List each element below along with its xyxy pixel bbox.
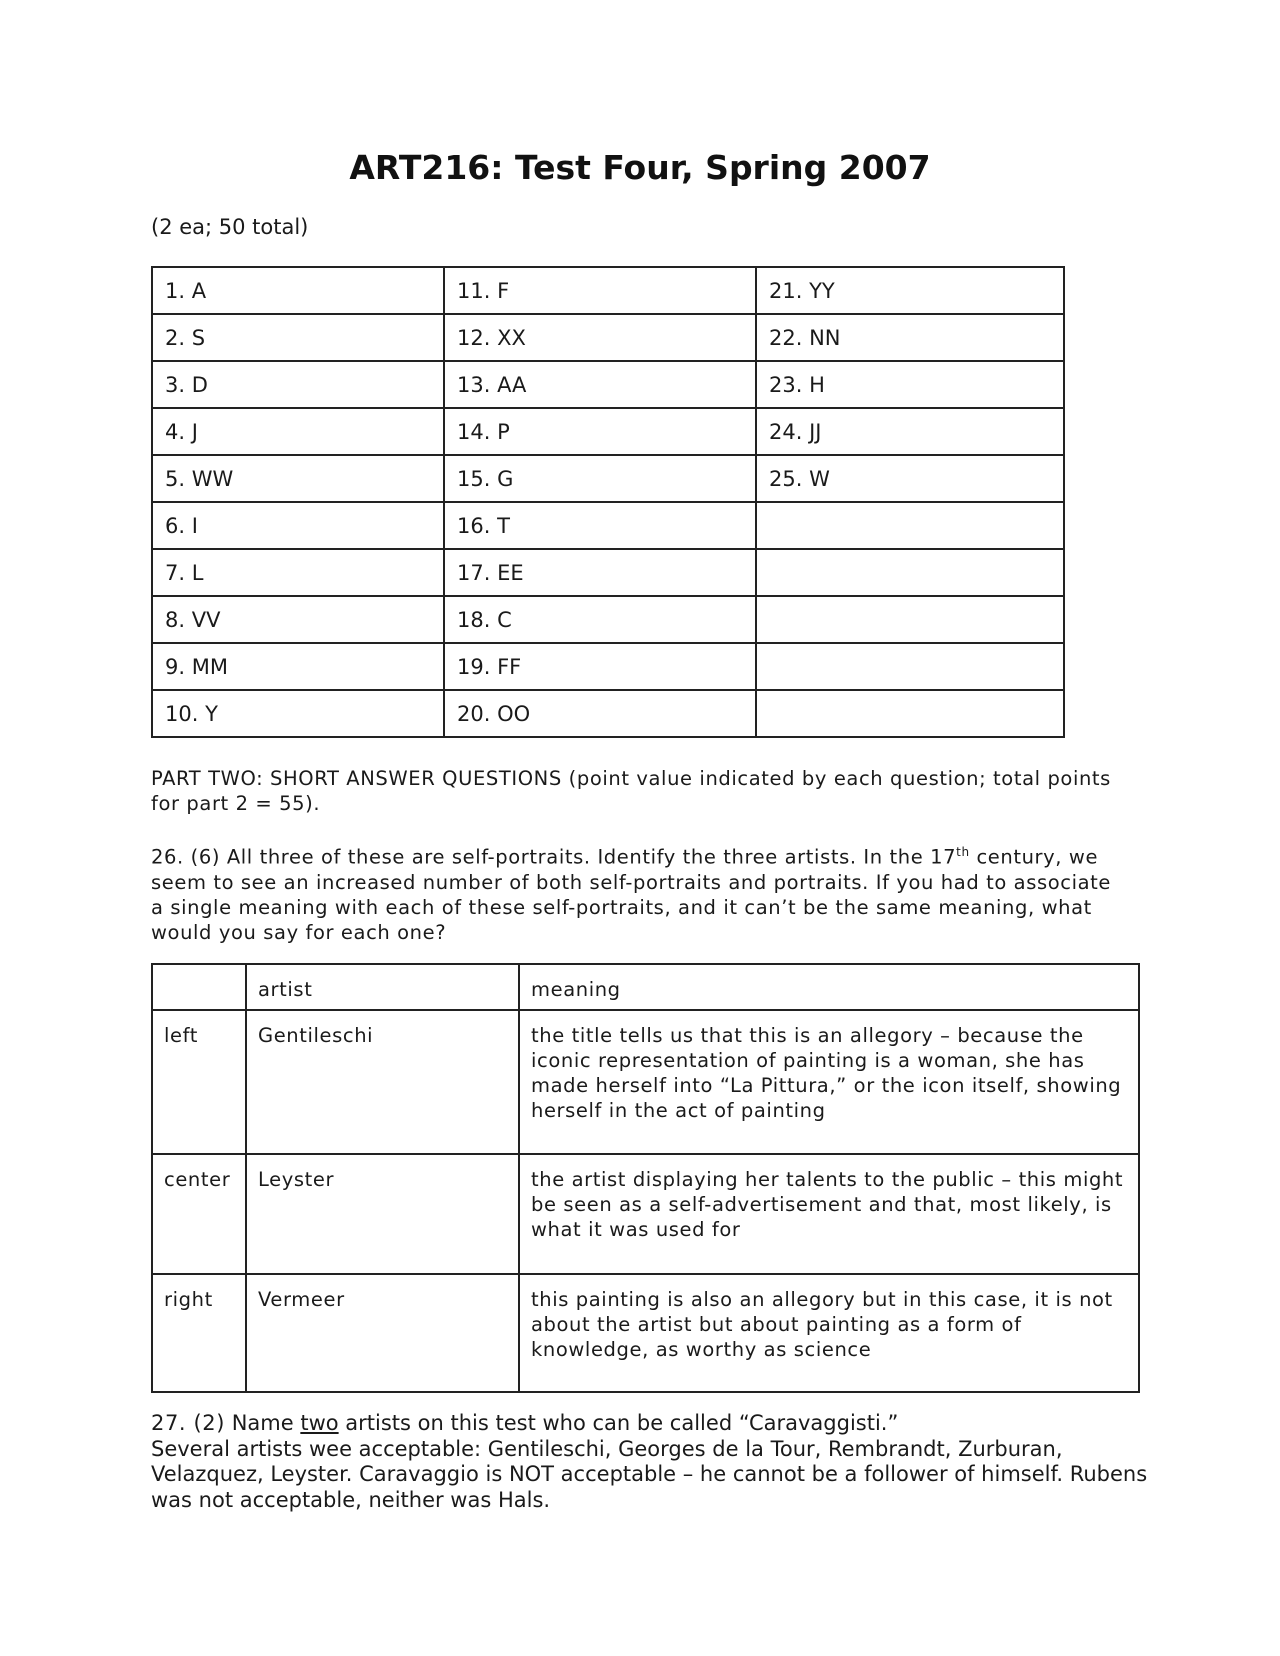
underlined-word: two — [300, 1411, 339, 1435]
artist-cell: Gentileschi — [246, 1010, 519, 1154]
meaning-cell: this painting is also an allegory but in this case, it is not about the artist but about painting as a form of knowledge, as worthy as science — [519, 1274, 1139, 1392]
table-row — [152, 643, 1064, 690]
page-title: ART216: Test Four, Spring 2007 — [349, 148, 931, 187]
table-row — [152, 314, 1064, 361]
answer-cell: 22. NN — [756, 314, 1064, 361]
question-26 — [151, 840, 1121, 945]
table-row — [152, 1010, 1139, 1154]
superscript-th: th — [956, 845, 970, 859]
position-cell: right — [152, 1274, 246, 1392]
answer-cell — [756, 549, 1064, 596]
answer-key-table — [151, 266, 1065, 738]
answer-cell: 15. G — [444, 455, 756, 502]
answer-cell: 19. FF — [444, 643, 756, 690]
points-note: (2 ea; 50 total) — [151, 215, 309, 239]
question-27-answer: Several artists wee acceptable: Gentileschi, Georges de la Tour, Rembrandt, Zurburan, Velazquez, Leyster. Caravaggio is NOT acceptable – he cannot be a follower of himself. Rubens was not acceptable, neither was Hals. — [151, 1436, 1148, 1512]
position-cell: center — [152, 1154, 246, 1274]
answer-cell: 3. D — [152, 361, 444, 408]
table-row — [152, 408, 1064, 455]
answer-cell: 5. WW — [152, 455, 444, 502]
answer-cell: 9. MM — [152, 643, 444, 690]
question-27 — [151, 1411, 1151, 1513]
header-cell-position — [152, 964, 246, 1010]
position-cell: left — [152, 1010, 246, 1154]
table-row — [152, 361, 1064, 408]
table-row — [152, 1274, 1139, 1392]
table-row — [152, 502, 1064, 549]
answer-cell — [756, 643, 1064, 690]
header-cell-meaning: meaning — [519, 964, 1139, 1010]
question-26-rest: century, we seem to see an increased number of both self-portraits and portraits. If you had to associate a single meaning with each of these self-portraits, and it can’t be the same meaning, what would you say for each one? — [151, 845, 1111, 944]
table-row — [152, 690, 1064, 737]
answer-cell: 8. VV — [152, 596, 444, 643]
answer-cell: 6. I — [152, 502, 444, 549]
answer-cell: 20. OO — [444, 690, 756, 737]
meaning-cell: the title tells us that this is an allegory – because the iconic representation of painting is a woman, she has made herself into “La Pittura,” or the icon itself, showing herself in the act of painting — [519, 1010, 1139, 1154]
answer-cell: 21. YY — [756, 267, 1064, 314]
answer-cell: 7. L — [152, 549, 444, 596]
answer-cell: 18. C — [444, 596, 756, 643]
table-row — [152, 455, 1064, 502]
answer-cell: 16. T — [444, 502, 756, 549]
artist-cell: Vermeer — [246, 1274, 519, 1392]
answer-cell: 10. Y — [152, 690, 444, 737]
answer-cell: 14. P — [444, 408, 756, 455]
artist-cell: Leyster — [246, 1154, 519, 1274]
answer-cell — [756, 502, 1064, 549]
answer-cell — [756, 596, 1064, 643]
answer-cell: 4. J — [152, 408, 444, 455]
answer-cell: 1. A — [152, 267, 444, 314]
question-27-number: 27. (2) — [151, 1411, 226, 1435]
answer-cell — [756, 690, 1064, 737]
answer-cell: 12. XX — [444, 314, 756, 361]
question-26-lead: 26. (6) All three of these are self-portraits. Identify the three artists. In the 17 — [151, 845, 957, 869]
question-27-text: artists on this test who can be called “Caravaggisti.” — [338, 1411, 899, 1435]
answer-cell: 11. F — [444, 267, 756, 314]
answer-cell: 25. W — [756, 455, 1064, 502]
answer-cell: 2. S — [152, 314, 444, 361]
header-cell-artist: artist — [246, 964, 519, 1010]
table-row — [152, 596, 1064, 643]
question-27-prompt — [151, 1411, 1151, 1437]
table-row — [152, 1154, 1139, 1274]
part-two-heading: PART TWO: SHORT ANSWER QUESTIONS (point value indicated by each question; total points for part 2 = 55). — [151, 767, 1111, 815]
answer-cell: 13. AA — [444, 361, 756, 408]
answer-cell: 17. EE — [444, 549, 756, 596]
answer-cell: 24. JJ — [756, 408, 1064, 455]
meaning-cell: the artist displaying her talents to the public – this might be seen as a self-advertisement and that, most likely, is what it was used for — [519, 1154, 1139, 1274]
answer-cell: 23. H — [756, 361, 1064, 408]
question-27-text: Name — [225, 1411, 301, 1435]
table-row — [152, 267, 1064, 314]
self-portrait-table — [151, 963, 1140, 1393]
table-row — [152, 549, 1064, 596]
table-header-row — [152, 964, 1139, 1010]
